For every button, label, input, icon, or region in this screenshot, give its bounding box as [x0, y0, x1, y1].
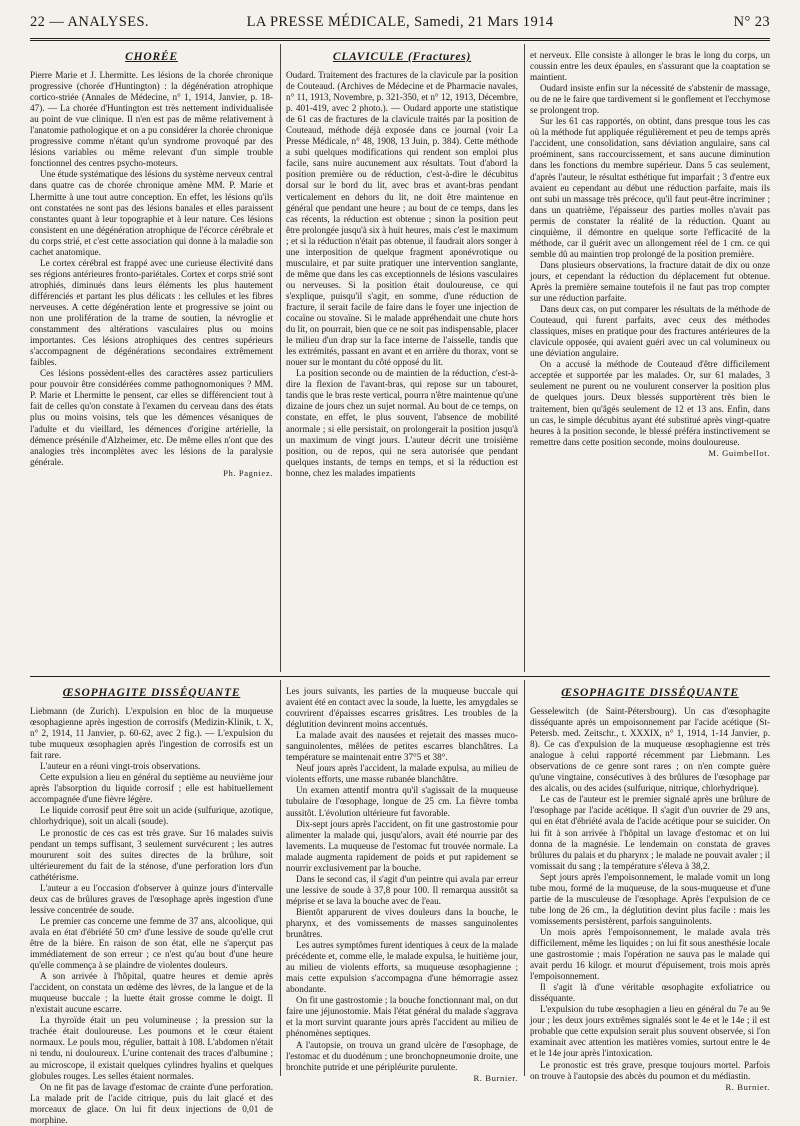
article-clavicule-continued: [530, 50, 770, 672]
article-paragraph: Il s'agit là d'une véritable œsophagite exfoliatrice ou disséquante.: [530, 982, 770, 1004]
article-paragraph: Les jours suivants, les parties de la muqueuse buccale qui avaient été en contact avec la soude, la luette, les amygdales se couvrirent d'épaisses escarres grisâtres. Les troubles de la déglutition devinrent moins accentués.: [286, 686, 518, 730]
article-paragraph: Oudard insiste enfin sur la nécessité de s'abstenir de massage, ou de ne le faire que tardivement si le gonflement et l'ecchymose se prolongent trop.: [530, 83, 770, 116]
article-paragraph: Une étude systématique des lésions du système nerveux central dans quatre cas de chorée chronique amène MM. P. Marie et Lhermitte à une tout autre conception. En effet, les lésions qu'ils ont constatées ne sont pas des lésions banales et elles paraissent constantes quant à leur topographie et à leur nature. Ces lésions consistent en une dégénération atrophique de l'écorce cérébrale et du corps strié, et c'est cette association qui donne à la maladie son cachet anatomique.: [30, 169, 273, 257]
column-divider: [524, 680, 525, 1076]
author-signature: R. Burnier.: [473, 1072, 518, 1083]
article-paragraph: Le premier cas concerne une femme de 37 ans, alcoolique, qui avala en état d'ébriété 50 cm³ d'une lessive de soude qu'elle crut être de la bière. En raison de son état, elle ne s'aperçut pas immédiatement de son erreur ; ce n'est qu'au bout d'une heure qu'elle commença à se plaindre de violentes douleurs.: [30, 915, 273, 971]
page-header: [30, 14, 770, 34]
author-signature: R. Burnier.: [725, 1081, 770, 1092]
section-heading: CHORÉE: [125, 51, 178, 63]
section-divider: [30, 676, 770, 677]
article-paragraph: Un examen attentif montra qu'il s'agissait de la muqueuse tubulaire de l'œsophage, longue de 25 cm. La fièvre tomba aussitôt. L'évolution ultérieure fut favorable.: [286, 785, 518, 818]
issue-number: N° 23: [733, 14, 770, 30]
article-paragraph: La malade avait des nausées et rejetait des masses muco-sanguinolentes, mêlées de petites escarres blanchâtres. La température se maintenait entre 37°5 et 38°.: [286, 730, 518, 763]
article-paragraph: Sept jours après l'empoisonnement, le malade vomit un long tube mou, formé de la muqueuse, de la sous-muqueuse et d'une partie de la musculeuse de l'œsophage. Après l'expulsion de ce tube long de 26 cm., la déglutition devint plus facile : mais les vomissements persistèrent, parfois sanguinolents.: [530, 871, 770, 926]
column-divider: [280, 44, 281, 672]
article-paragraph: Dans deux cas, on put comparer les résultats de la méthode de Couteaud, qui furent parfaits, avec ceux des méthodes classiques, mises en pratique pour des fractures antérieures de la clavicule opposée, qui avaient guéri avec un cal volumineux ou une déviation angulaire.: [530, 304, 770, 359]
article-paragraph: L'auteur en a réuni vingt-trois observations.: [40, 761, 201, 772]
column-divider: [524, 44, 525, 672]
article-paragraph: On a accusé la méthode de Couteaud d'être difficilement acceptée et supportée par les malades. Or, sur 61 malades, 3 seulement ne purent ou ne voulurent conserver la position plus de quelques jours. Deux blessés supportèrent très bien le traitement, bien qu'âgés seulement de 12 et 13 ans. Enfin, dans un cas, le simple décubitus ayant été substitué après vingt-quatre heures à la position seconde, le blessé préféra instinctivement se remettre dans cette position seconde, moins douloureuse.: [530, 359, 770, 447]
article-paragraph: Pierre Marie et J. Lhermitte. Les lésions de la chorée chronique progressive (chorée d'Huntington) : la dégénération atrophique cortico-striée (Annales de Médecine, n° 1, 1914, Janvier, p. 18-47). — La chorée d'Huntington est très nettement individualisée au point de vue clinique. Il n'en est pas de même relativement à l'anatomie pathologique et on a pu considérer la chorée chronique progressive comme n'étant qu'un syndrome provoqué par des lésions variables ou même relevant d'un simple trouble fonctionnel des centres psycho-moteurs.: [30, 70, 273, 169]
column-divider: [280, 680, 281, 1076]
article-paragraph: Dans plusieurs observations, la fracture datait de dix ou onze jours, et cependant la réduction du déplacement fut obtenue. Après la première semaine toutefois il ne faut pas trop compter sur une réduction parfaite.: [530, 259, 770, 304]
article-clavicule: [286, 50, 518, 672]
article-paragraph: Les autres symptômes furent identiques à ceux de la malade précédente et, comme elle, le malade expulsa, le huitième jour, au milieu de violents efforts, sa muqueuse œsophagienne ; mais cette expulsion s'accompagna d'une hémorragie assez abondante.: [286, 940, 518, 995]
article-paragraph: Dans le second cas, il s'agit d'un peintre qui avala par erreur une lessive de soude à 37,8 pour 100. Il remarqua aussitôt sa méprise et se lava la bouche avec de l'eau.: [286, 873, 518, 906]
article-paragraph: Le liquide corrosif peut être soit un acide (sulfurique, azotique, chlorhydrique), soit un alcali (soude).: [30, 805, 273, 827]
author-signature: M. Guimbellot.: [708, 447, 770, 458]
article-paragraph: L'auteur a eu l'occasion d'observer à quinze jours d'intervalle deux cas de brûlures graves de l'œsophage après ingestion d'une lessive concentrée de soude.: [30, 882, 273, 915]
article-paragraph: Dix-sept jours après l'accident, on fit une gastrostomie pour alimenter la malade qui, jusqu'alors, avait été nourrie par des lavements. La muqueuse de l'estomac fut trouvée normale. La malade augmenta rapidement de poids et put rapidement se nourrir exclusivement par la bouche.: [286, 818, 518, 873]
header-rule: [30, 38, 770, 39]
article-oesophagite-gesselewitch: [530, 686, 770, 1092]
article-paragraph: On ne fit pas de lavage d'estomac de crainte d'une perforation. La malade prit de l'acide citrique, puis du lait glacé et des morceaux de glace. On lui fit deux injections de 0,01 de morphine.: [30, 1081, 273, 1125]
section-heading: ŒSOPHAGITE DISSÉQUANTE: [62, 687, 241, 699]
article-paragraph: Sur les 61 cas rapportés, on obtint, dans presque tous les cas où la méthode fut appliquée régulièrement et peu de temps après l'accident, une consolidation, sans déviation angulaire, sans cal proéminent, sans raccourcissement, et sans aucune diminution dans les fonctions du membre supérieur. Dans 5 cas seulement, d'après l'auteur, le résultat esthétique fut imparfait ; 3 d'entre eux avaient eu cependant au début une réduction parfaite, mais ils ont subi un massage très précoce, qu'il faut peut-être incriminer ; dans un quatrième, l'épaisseur des parties molles n'avait pas permis de constater la réalité de la réduction. Quant au cinquième, il démontre en quelque sorte l'efficacité de la méthode, car il guérit avec un allongement réel de 1 cm. ce qui semble dû au maintien trop prolongé de la position première.: [530, 116, 770, 259]
article-oesophagite-liebmann-continued: [286, 686, 518, 1083]
header-rule-double: [30, 40, 770, 41]
article-paragraph: A l'autopsie, on trouva un grand ulcère de l'œsophage, de l'estomac et du duodénum ; une bronchopneumonie droite, une bronchite putride et une péripléurite purulente.: [286, 1039, 518, 1072]
article-paragraph: Cette expulsion a lieu en général du septième au neuvième jour après l'absorption du liquide corrosif ; elle est habituellement accompagnée d'une fièvre légère.: [30, 772, 273, 805]
author-signature: Ph. Pagniez.: [223, 467, 273, 478]
article-paragraph: Neuf jours après l'accident, la malade expulsa, au milieu de violents efforts, une masse rubanée blanchâtre.: [286, 763, 518, 785]
article-paragraph: Ces lésions possèdent-elles des caractères assez particuliers pour pouvoir être considérées comme pathognomoniques ? MM. P. Marie et Lhermitte le pensent, car elles se différencient tout à fait de celles qu'on constate à l'examen du cerveau dans des états plus ou moins voisins, tels que les démences vésaniques de l'adulte et du vieillard, les démences d'origine artérielle, la démence présénile d'Alzheimer, etc. De même elles n'ont que des analogies très incomplètes avec les lésions de la paralysie générale.: [30, 368, 273, 467]
article-paragraph: Oudard. Traitement des fractures de la clavicule par la position de Couteaud. (Archives de Médecine et de Pharmacie navales, n° 11, 1913, Novembre, p. 321-350, et n° 12, 1913, Décembre, p. 401-419, avec 2 photo.). — Oudard apporte une statistique de 61 cas de fractures de la clavicule traités par la position de Couteaud, méthode déjà exposée dans ce journal (voir La Presse Médicale, n° 48, 1908, 13 Juin, p. 384). Cette méthode a subi quelques modifications qui rendent son emploi plus facile, sans nuire aucunement aux résultats. Tout d'abord la position première ou de réduction, c'est-à-dire le décubitus dorsal sur le bord du lit, avec bras et avant-bras pendant verticalement en dehors du lit, ne doit être maintenue en général que pendant une heure ; au bout de ce temps, dans les cas récents, la réduction est obtenue ; sinon la position peut être prolongée jusqu'à six à huit heures, mais c'est le maximum ; et si la réduction n'était pas obtenue, il faudrait alors songer à une interposition de quelque fragment aponévrotique ou musculaire, et par suite pratiquer une intervention sanglante, de même que dans les cas exceptionnels de lésions vasculaires ou nerveuses. Si la position était douloureuse, ce qui s'explique, puisqu'il s'agit, en somme, d'une réduction de fracture, il serait facile de faire dans le foyer une injection de cocaïne ou stovaïne. Si le malade appréhendait une chute hors du lit, on pourrait, bien que ce ne soit pas indispensable, placer le milieu d'un drap sur la face interne de l'aisselle, tandis que les extrémités, passant en avant et en arrière du thorax, vont se nouer sur le montant du côté opposé du lit.: [286, 70, 518, 368]
article-paragraph: A son arrivée à l'hôpital, quatre heures et demie après l'accident, on constata un œdème des lèvres, de la langue et de la muqueuse buccale ; la luette était grosse comme le doigt. Il n'existait aucune escarre.: [30, 971, 273, 1015]
page-number: 22 — ANALYSES.: [30, 14, 149, 30]
newspaper-title: LA PRESSE MÉDICALE, Samedi, 21 Mars 1914: [246, 14, 554, 30]
section-heading: CLAVICULE (Fractures): [332, 51, 472, 63]
article-paragraph: Un mois après l'empoisonnement, le malade avala très difficilement, même les liquides ; on lui fit sous anesthésie locale une gastrostomie ; mais l'opération ne sauva pas le malade qui avait perdu 16 kilogr. et mourut d'épuisement, trois mois après l'empoisonnement.: [530, 926, 770, 982]
article-paragraph: La position seconde ou de maintien de la réduction, c'est-à-dire la flexion de l'avant-bras, qui repose sur un tabouret, tandis que le bras reste vertical, pourra n'être maintenue qu'une dizaine de jours chez un sujet normal. Au bout de ce temps, on constate, en effet, le plus souvent, l'absence de mobilité anormale ; si elle persistait, on prolongerait la position jusqu'à un maximum de vingt jours. L'auteur décrit une troisième position, ou de repos, qui ne sera autorisée que pendant quelques instants, de temps en temps, et si la réduction est bonne, chez les malades impatients: [286, 368, 518, 478]
article-paragraph: Le cas de l'auteur est le premier signalé après une brûlure de l'œsophage par l'acide acétique. Il s'agit d'un ouvrier de 29 ans, qui en état d'ébriété avala de l'acide acétique pour se suicider. On lui fit à son arrivée à l'hôpital un lavage d'estomac et on lui donna de la magnésie. Le lendemain on constata de graves brûlures du palais et du pharynx ; le malade ne pouvait avaler ; il vomissait du sang ; la température s'éleva à 38,2.: [530, 794, 770, 871]
article-paragraph: Le pronostic est très grave, presque toujours mortel. Parfois on trouve à l'autopsie des abcès du poumon et du médiastin.: [530, 1059, 770, 1081]
section-heading: ŒSOPHAGITE DISSÉQUANTE: [561, 687, 739, 699]
article-paragraph: Le cortex cérébral est frappé avec une curieuse électivité dans ses régions antérieures fronto-pariétales. Cortex et corps strié sont atrophiés, diminués dans leurs éléments les plus hautement différenciés et partant les plus délicats : les cellules et les fibres nerveuses. A cette dégénération lente et progressive se joint ou non une prolifération de la trame de soutien, la névroglie et constamment des altérations vasculaires plus ou moins importantes. Ces lésions atrophiques des centres supérieurs s'accompagnent de dégénérations secondaires extrêmement faibles.: [30, 257, 273, 368]
article-choree: [30, 50, 273, 672]
article-paragraph: Bientôt apparurent de vives douleurs dans la bouche, le pharynx, et des vomissements de masses sanguinolentes brunâtres.: [286, 906, 518, 940]
article-paragraph: Gesselewitch (de Saint-Pétersbourg). Un cas d'œsophagite disséquante après un empoisonnement par l'acide acétique (St-Petersb. med. Zeitschr., t. XXXIX, n° 1, 1914, 1-14 Janvier, p. 8). Ce cas d'expulsion de la muqueuse œsophagienne est très analogue à celui rapporté récemment par Liebmann. Les observations de ce genre sont rares ; on n'en compte guère qu'une vingtaine, consécutives à des brûlures de l'œsophage par des alcalis, ou des acides (sulfurique, nitrique, chlorhydrique).: [530, 706, 770, 794]
article-paragraph: L'expulsion du tube œsophagien a lieu en général du 7e au 9e jour ; les deux jours extrêmes signalés sont le 4e et le 14e ; il est probable que cette expulsion serait plus souvent observée, si l'on examinait avec attention les matières vomies, surtout entre le 4e et le 14e jour après l'intoxication.: [530, 1004, 770, 1059]
article-oesophagite-liebmann: [30, 686, 273, 1125]
article-paragraph: et nerveux. Elle consiste à allonger le bras le long du corps, un coussin entre les deux épaules, en s'assurant que la coaptation se maintient.: [530, 50, 770, 83]
article-paragraph: La thyroïde était un peu volumineuse ; la pression sur la trachée était douloureuse. Les poumons et le cœur étaient normaux. Le pouls mou, régulier, battait à 108. L'abdomen n'était ni tendu, ni douloureux. L'urine contenait des traces d'albumine ; au microscope, il existait quelques cylindres hyalins et quelques globules rouges. Les selles étaient normales.: [30, 1015, 273, 1081]
article-paragraph: Le pronostic de ces cas est très grave. Sur 16 malades suivis pendant un temps suffisant, 3 seulement survécurent ; les autres moururent soit des suites directes de la brûlure, soit ultérieurement du fait de la sténose, d'une perforation lors d'un cathétérisme.: [30, 827, 273, 882]
article-paragraph: Liebmann (de Zurich). L'expulsion en bloc de la muqueuse œsophagienne après ingestion de corrosifs (Medizin-Klinik, t. X, n° 2, 1914, 11 Janvier, p. 60-62, avec 2 fig.). — L'expulsion du tube muqueux œsophagien après l'ingestion de corrosifs est un fait rare.: [30, 706, 273, 761]
article-paragraph: On fit une gastrostomie ; la bouche fonctionnant mal, on dut faire une jéjunostomie. Mais l'état général du malade s'aggrava et la mort survint quarante jours après l'accident au milieu de phénomènes septiques.: [286, 995, 518, 1039]
